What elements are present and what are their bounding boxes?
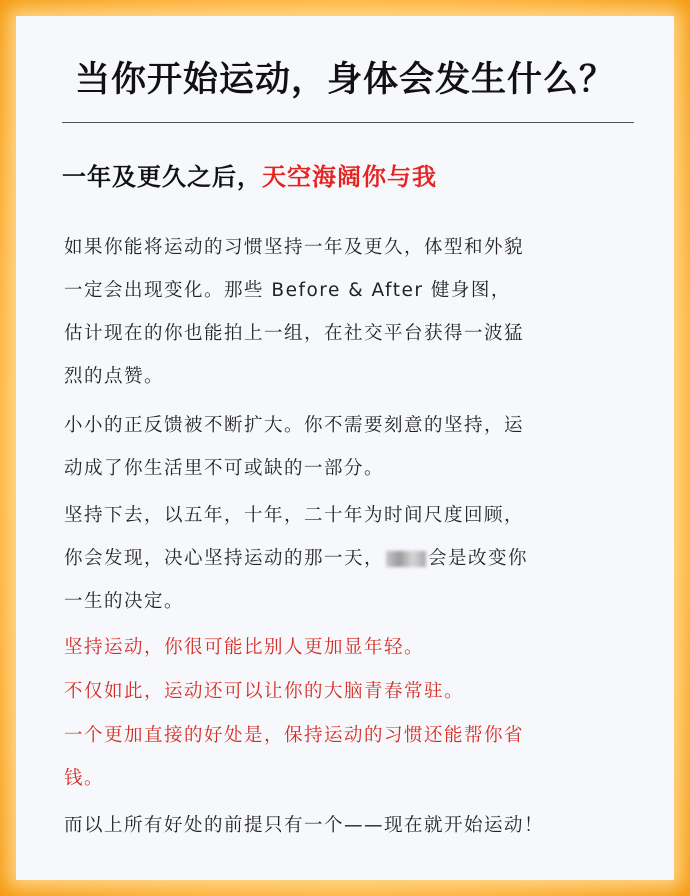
section-heading-red: 天空海阔你与我 — [262, 163, 437, 191]
section-heading — [62, 157, 437, 192]
text-line: 一定会出现变化。那些 Before & After 健身图， — [64, 280, 511, 301]
text-line: 烈的点赞。 — [64, 366, 165, 387]
text-segment: 你会发现，决心坚持运动的那一天， — [64, 548, 385, 569]
title-divider — [62, 122, 634, 123]
paragraph-3 — [64, 494, 634, 623]
text-line: 坚持运动，你很可能比别人更加显年轻。 — [64, 637, 425, 658]
text-line: 小小的正反馈被不断扩大。你不需要刻意的坚持，运 — [64, 415, 525, 436]
text-line: 钱。 — [64, 768, 105, 789]
paragraph-2 — [64, 404, 634, 490]
text-line: 一个更加直接的好处是，保持运动的习惯还能帮你省 — [64, 725, 525, 746]
blurred-redaction — [386, 551, 426, 567]
paragraph-1 — [64, 226, 634, 398]
paragraph-red-1 — [64, 626, 634, 669]
text-line: 一生的决定。 — [64, 591, 185, 612]
text-line: 动成了你生活里不可或缺的一部分。 — [64, 458, 385, 479]
text-line-with-redaction — [64, 537, 634, 580]
paragraph-red-2 — [64, 670, 634, 713]
text-line: 而以上所有好处的前提只有一个——现在就开始运动！ — [64, 815, 545, 836]
paragraph-final — [64, 804, 634, 847]
text-line: 估计现在的你也能拍上一组，在社交平台获得一波猛 — [64, 323, 525, 344]
paragraph-red-3 — [64, 714, 634, 800]
text-line: 坚持下去，以五年，十年，二十年为时间尺度回顾， — [64, 505, 525, 526]
text-line: 如果你能将运动的习惯坚持一年及更久，体型和外貌 — [64, 237, 525, 258]
text-segment: 会是改变你 — [428, 548, 529, 569]
page-title: 当你开始运动，身体会发生什么？ — [74, 60, 615, 100]
section-heading-black: 一年及更久之后， — [62, 163, 262, 191]
text-line: 不仅如此，运动还可以让你的大脑青春常驻。 — [64, 681, 465, 702]
